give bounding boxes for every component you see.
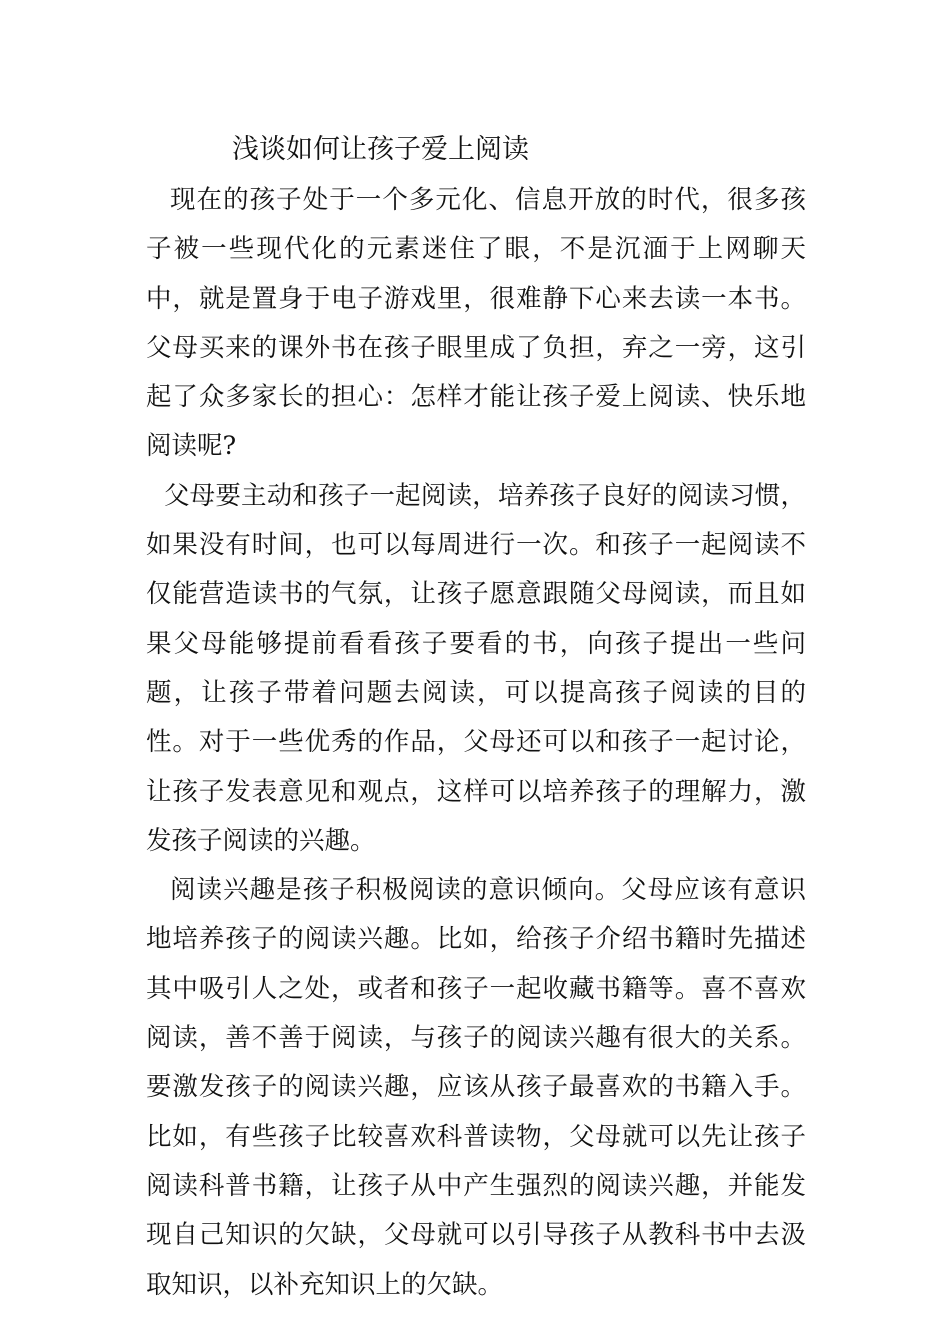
document-title: 浅谈如何让孩子爱上阅读 <box>232 134 529 165</box>
document-body <box>146 176 806 1310</box>
paragraph-2: 父母要主动和孩子一起阅读，培养孩子良好的阅读习惯，如果没有时间，也可以每周进行一次。和孩子一起阅读不仅能营造读书的气氛，让孩子愿意跟随父母阅读，而且如果父母能够提前看看孩子要看的书，向孩子提出一些问题，让孩子带着问题去阅读，可以提高孩子阅读的目的性。对于一些优秀的作品，父母还可以和孩子一起讨论，让孩子发表意见和观点，这样可以培养孩子的理解力，激发孩子阅读的兴趣。 <box>146 480 806 856</box>
paragraph-1: 现在的孩子处于一个多元化、信息开放的时代，很多孩子被一些现代化的元素迷住了眼，不是沉湎于上网聊天中，就是置身于电子游戏里，很难静下心来去读一本书。父母买来的课外书在孩子眼里成了负担，弃之一旁，这引起了众多家长的担心：怎样才能让孩子爱上阅读、快乐地阅读呢? <box>146 185 806 462</box>
paragraph-3: 阅读兴趣是孩子积极阅读的意识倾向。父母应该有意识地培养孩子的阅读兴趣。比如，给孩子介绍书籍时先描述其中吸引人之处，或者和孩子一起收藏书籍等。喜不喜欢阅读，善不善于阅读，与孩子的阅读兴趣有很大的关系。要激发孩子的阅读兴趣，应该从孩子最喜欢的书籍入手。比如，有些孩子比较喜欢科普读物，父母就可以先让孩子阅读科普书籍，让孩子从中产生强烈的阅读兴趣，并能发现自己知识的欠缺，父母就可以引导孩子从教科书中去汲取知识，以补充知识上的欠缺。 <box>146 875 806 1300</box>
